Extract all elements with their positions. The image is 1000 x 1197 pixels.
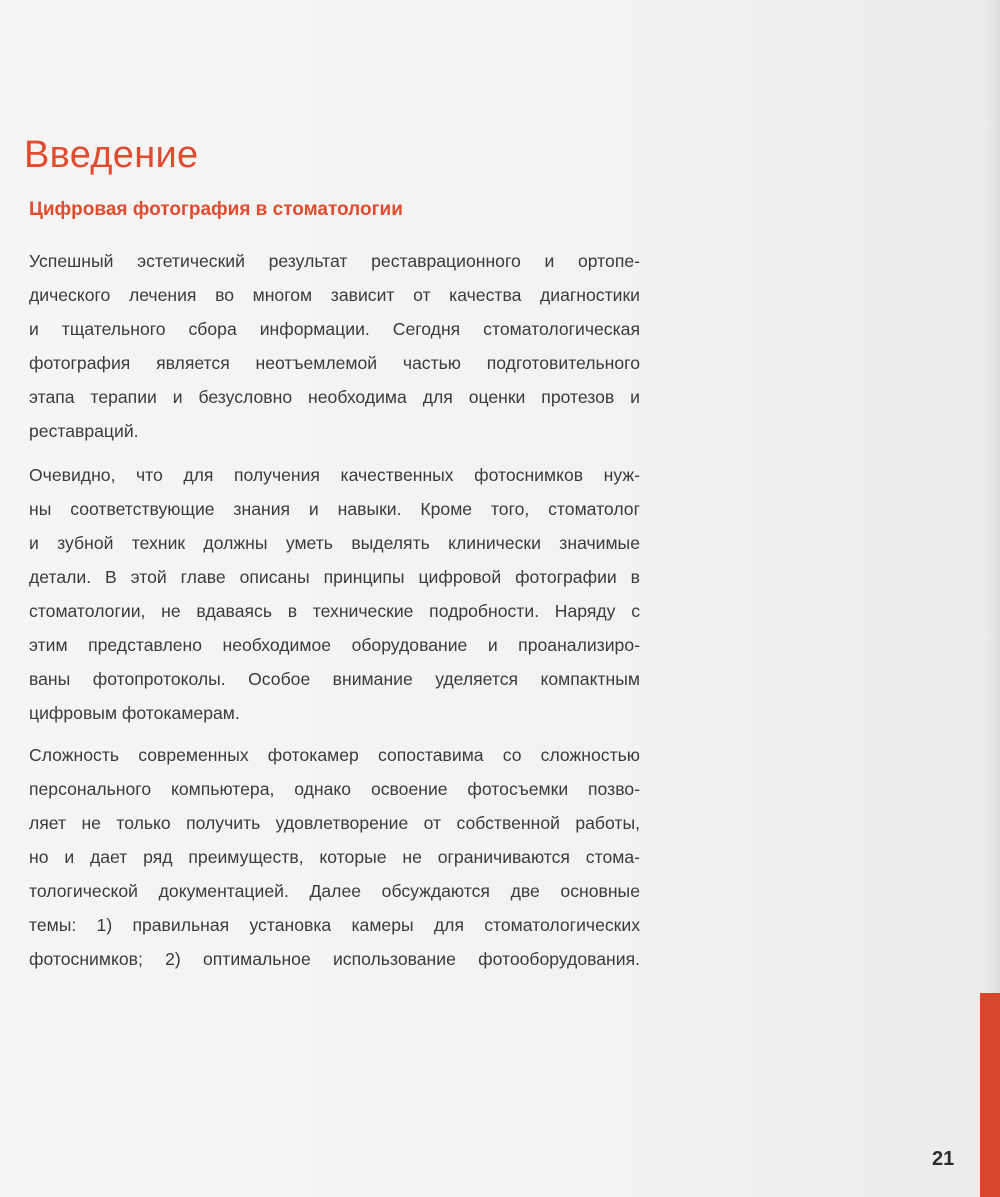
paragraph-line: цифровым фотокамерам.: [29, 703, 240, 723]
chapter-side-tab: [980, 993, 1000, 1197]
paragraph-line: реставраций.: [29, 421, 139, 441]
chapter-title: Введение: [24, 134, 199, 176]
paragraph-3: [29, 738, 640, 976]
paragraph-line: ваны фотопротоколы. Особое внимание уделяется компактным: [29, 669, 640, 689]
paragraph-line: детали. В этой главе описаны принципы цифровой фотографии в: [29, 567, 640, 587]
paragraph-line: но и дает ряд преимуществ, которые не ограничиваются стома-: [29, 847, 640, 867]
paragraph-line: этапа терапии и безусловно необходима для оценки протезов и: [29, 387, 640, 407]
paragraph-line: персонального компьютера, однако освоение фотосъемки позво-: [29, 779, 640, 799]
paragraph-line: и тщательного сбора информации. Сегодня стоматологическая: [29, 319, 640, 339]
paragraph-line: фотография является неотъемлемой частью подготовительного: [29, 353, 640, 373]
paragraph-line: ляет не только получить удовлетворение от собственной работы,: [29, 813, 640, 833]
paragraph-line: и зубной техник должны уметь выделять клинически значимые: [29, 533, 640, 553]
paragraph-line: темы: 1) правильная установка камеры для стоматологических: [29, 915, 640, 935]
paragraph-line: Очевидно, что для получения качественных фотоснимков нуж-: [29, 465, 640, 485]
paragraph-1: [29, 244, 640, 448]
paragraph-line: стоматологии, не вдаваясь в технические подробности. Наряду с: [29, 601, 640, 621]
page-number: 21: [932, 1148, 955, 1170]
paragraph-2: [29, 458, 640, 730]
section-title: Цифровая фотография в стоматологии: [29, 199, 403, 220]
paragraph-line: фотоснимков; 2) оптимальное использование фотооборудования.: [29, 949, 640, 969]
paragraph-line: Успешный эстетический результат реставрационного и ортопе-: [29, 251, 640, 271]
paragraph-line: ны соответствующие знания и навыки. Кроме того, стоматолог: [29, 499, 640, 519]
paragraph-line: Сложность современных фотокамер сопоставима со сложностью: [29, 745, 640, 765]
paragraph-line: дического лечения во многом зависит от качества диагностики: [29, 285, 640, 305]
paragraph-line: тологической документацией. Далее обсуждаются две основные: [29, 881, 640, 901]
paragraph-line: этим представлено необходимое оборудование и проанализиро-: [29, 635, 640, 655]
